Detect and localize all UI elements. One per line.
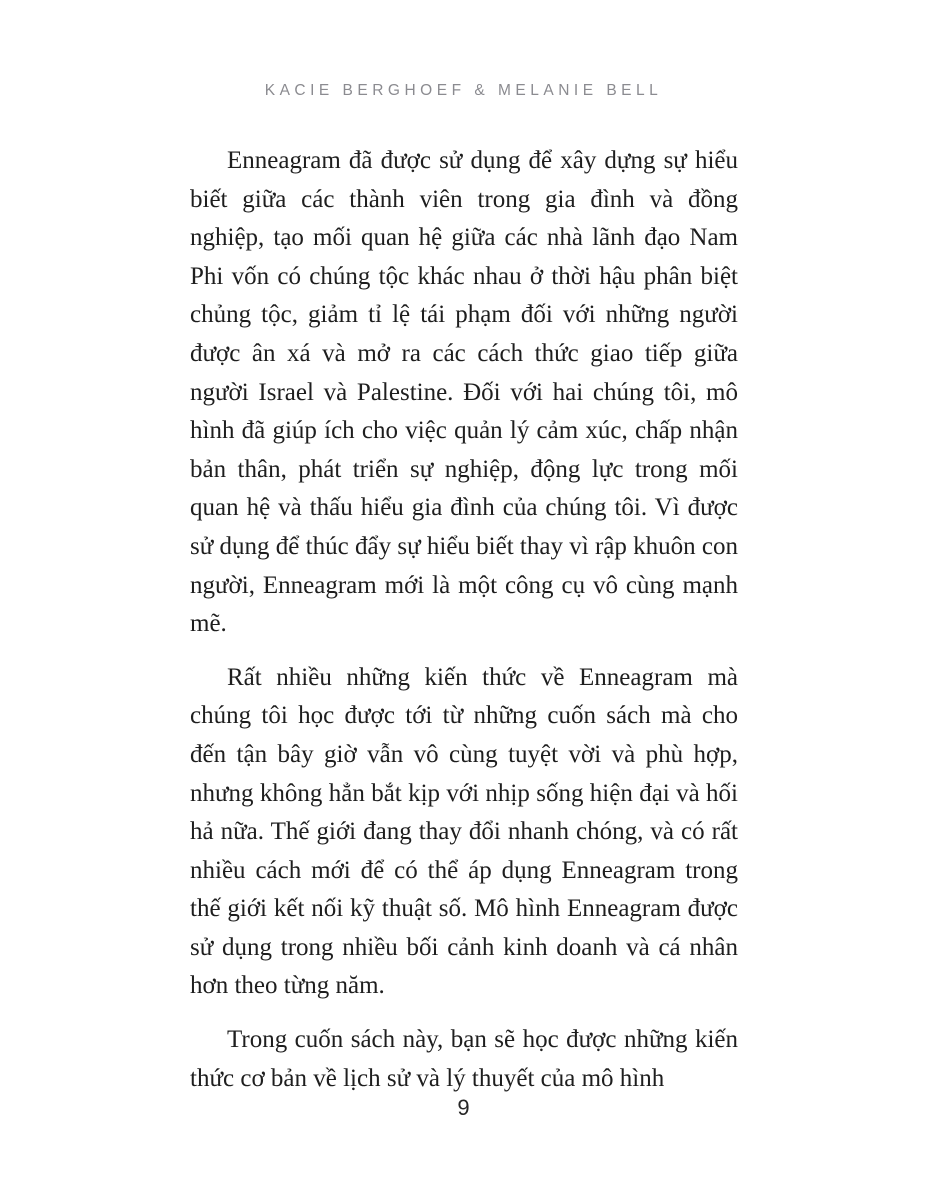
paragraph: Rất nhiều những kiến thức về Enneagram mà chúng tôi học được tới từ những cuốn sách mà cho đến tận bây giờ vẫn vô cùng tuyệt vời và phù hợp, nhưng không hẳn bắt kịp với nhịp sống hiện đại và hối hả nữa. Thế giới đang thay đổi nhanh chóng, và có rất nhiều cách mới để có thể áp dụng Enneagram trong thế giới kết nối kỹ thuật số. Mô hình Enneagram được sử dụng trong nhiều bối cảnh kinh doanh và cá nhân hơn theo từng năm. <box>190 663 738 1000</box>
body-text <box>190 142 738 1113</box>
paragraph: Enneagram đã được sử dụng để xây dựng sự hiểu biết giữa các thành viên trong gia đình và đồng nghiệp, tạo mối quan hệ giữa các nhà lãnh đạo Nam Phi vốn có chúng tộc khác nhau ở thời hậu phân biệt chủng tộc, giảm tỉ lệ tái phạm đối với những người được ân xá và mở ra các cách thức giao tiếp giữa người Israel và Palestine. Đối với hai chúng tôi, mô hình đã giúp ích cho việc quản lý cảm xúc, chấp nhận bản thân, phát triển sự nghiệp, động lực trong mối quan hệ và thấu hiểu gia đình của chúng tôi. Vì được sử dụng để thúc đẩy sự hiểu biết thay vì rập khuôn con người, Enneagram mới là một công cụ vô cùng mạnh mẽ. <box>190 147 738 638</box>
running-header: KACIE BERGHOEF & MELANIE BELL <box>264 82 663 99</box>
page-number: 9 <box>457 1095 470 1120</box>
paragraph: Trong cuốn sách này, bạn sẽ học được những kiến thức cơ bản về lịch sử và lý thuyết của mô hình <box>190 1026 738 1092</box>
